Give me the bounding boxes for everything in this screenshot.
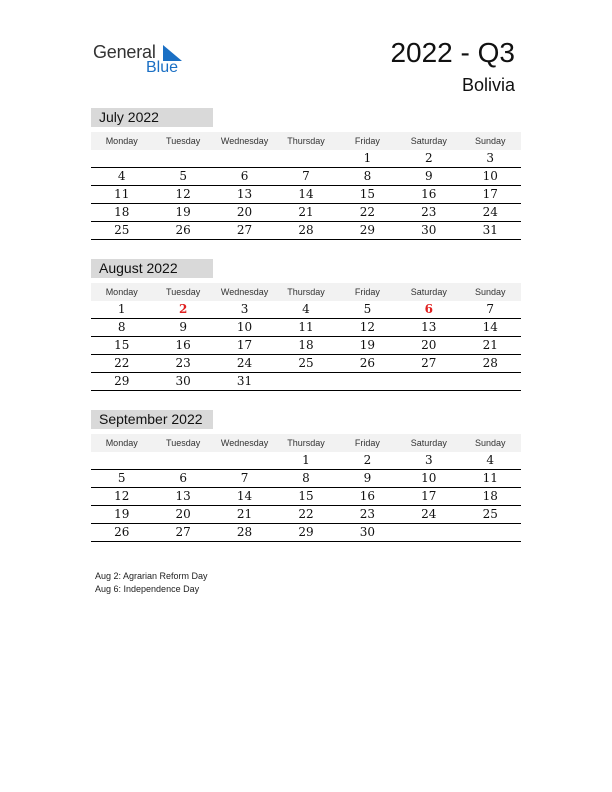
day-cell: 17 <box>421 489 437 503</box>
weekday-label: Monday <box>105 136 138 146</box>
day-cell: 28 <box>482 356 498 370</box>
week-row <box>91 470 521 488</box>
day-cell: 7 <box>486 302 495 316</box>
day-cell: 23 <box>421 205 437 219</box>
day-cell: 24 <box>482 205 498 219</box>
day-cell: 21 <box>298 205 314 219</box>
day-cell: 16 <box>421 187 437 201</box>
week-row <box>91 355 521 373</box>
day-cell: 22 <box>359 205 376 219</box>
day-cell: 27 <box>421 356 437 370</box>
day-cell: 15 <box>298 489 314 503</box>
weekday-header-row <box>91 132 521 150</box>
holiday-note: Aug 2: Agrarian Reform Day <box>95 571 208 581</box>
day-cell: 15 <box>359 187 376 201</box>
weekday-label: Saturday <box>410 287 447 297</box>
day-cell: 8 <box>117 320 126 334</box>
week-row <box>91 301 521 319</box>
week-row <box>91 452 521 470</box>
day-cell: 11 <box>298 320 314 334</box>
empty-day-cell <box>460 524 521 541</box>
day-cell: 6 <box>179 471 187 485</box>
day-cell: 9 <box>179 320 187 334</box>
day-cell: 25 <box>298 356 314 370</box>
day-cell: 1 <box>302 453 310 467</box>
day-cell: 30 <box>175 374 191 388</box>
week-row <box>91 204 521 222</box>
weekday-label: Wednesday <box>220 287 269 297</box>
day-cell: 22 <box>114 356 130 370</box>
day-cell: 1 <box>117 302 126 316</box>
week-row <box>91 524 521 542</box>
empty-day-cell <box>152 452 213 469</box>
week-row <box>91 186 521 204</box>
day-cell: 3 <box>425 453 433 467</box>
holiday-day-cell: 6 <box>424 302 433 316</box>
day-cell: 9 <box>425 169 433 183</box>
empty-day-cell <box>275 373 336 390</box>
day-cell: 2 <box>363 453 372 467</box>
week-row <box>91 373 521 391</box>
day-cell: 4 <box>302 302 310 316</box>
day-cell: 18 <box>114 205 130 219</box>
day-cell: 20 <box>236 205 253 219</box>
empty-day-cell <box>214 452 275 469</box>
day-cell: 26 <box>175 223 191 237</box>
empty-day-cell <box>398 373 459 390</box>
month-title: July 2022 <box>91 108 213 127</box>
day-cell: 19 <box>359 338 376 352</box>
weeks-grid <box>91 301 521 391</box>
day-cell: 31 <box>236 374 253 388</box>
day-cell: 26 <box>114 525 130 539</box>
day-cell: 3 <box>240 302 249 316</box>
weekday-label: Tuesday <box>166 438 201 448</box>
month-calendar-september <box>91 410 521 542</box>
week-row <box>91 337 521 355</box>
day-cell: 4 <box>117 169 126 183</box>
week-row <box>91 488 521 506</box>
day-cell: 27 <box>236 223 253 237</box>
weekday-label: Friday <box>354 438 380 448</box>
empty-day-cell <box>398 524 459 541</box>
day-cell: 14 <box>298 187 314 201</box>
day-cell: 4 <box>486 453 495 467</box>
day-cell: 21 <box>482 338 498 352</box>
weekday-label: Thursday <box>287 287 325 297</box>
day-cell: 30 <box>421 223 437 237</box>
day-cell: 31 <box>482 223 498 237</box>
empty-day-cell <box>152 150 213 167</box>
day-cell: 22 <box>298 507 314 521</box>
weeks-grid <box>91 150 521 240</box>
day-cell: 21 <box>236 507 253 521</box>
weekday-label: Monday <box>105 287 138 297</box>
day-cell: 28 <box>298 223 314 237</box>
day-cell: 16 <box>175 338 191 352</box>
page-title: 2022 - Q3 <box>390 37 515 68</box>
day-cell: 20 <box>175 507 191 521</box>
holiday-day-cell: 2 <box>178 302 188 316</box>
weekday-label: Friday <box>354 287 380 297</box>
empty-day-cell <box>460 373 521 390</box>
weekday-label: Tuesday <box>166 287 201 297</box>
day-cell: 16 <box>359 489 376 503</box>
week-row <box>91 168 521 186</box>
weekday-label: Sunday <box>474 438 506 448</box>
logo-blue-text: Blue <box>146 59 179 76</box>
day-cell: 12 <box>359 320 376 334</box>
day-cell: 18 <box>298 338 314 352</box>
day-cell: 17 <box>236 338 253 352</box>
day-cell: 9 <box>363 471 372 485</box>
day-cell: 20 <box>421 338 437 352</box>
weekday-label: Wednesday <box>220 438 269 448</box>
empty-day-cell <box>91 452 152 469</box>
day-cell: 13 <box>175 489 191 503</box>
holiday-note: Aug 6: Independence Day <box>95 584 200 594</box>
weekday-label: Tuesday <box>166 136 201 146</box>
weekday-label: Monday <box>105 438 138 448</box>
weekday-label: Friday <box>354 136 380 146</box>
day-cell: 5 <box>179 169 187 183</box>
weekday-label: Thursday <box>287 438 325 448</box>
week-row <box>91 150 521 168</box>
weekday-header-row <box>91 434 521 452</box>
generalblue-logo <box>93 41 193 77</box>
day-cell: 7 <box>302 169 310 183</box>
month-calendar-august <box>91 259 521 391</box>
weekday-label: Sunday <box>474 287 506 297</box>
day-cell: 2 <box>425 151 433 165</box>
day-cell: 7 <box>240 471 249 485</box>
empty-day-cell <box>337 373 398 390</box>
day-cell: 8 <box>302 471 310 485</box>
day-cell: 30 <box>359 525 376 539</box>
day-cell: 23 <box>175 356 191 370</box>
day-cell: 6 <box>240 169 249 183</box>
day-cell: 29 <box>359 223 376 237</box>
day-cell: 12 <box>114 489 130 503</box>
day-cell: 10 <box>236 320 253 334</box>
day-cell: 10 <box>482 169 498 183</box>
day-cell: 1 <box>363 151 372 165</box>
weekday-header-row <box>91 283 521 301</box>
day-cell: 11 <box>114 187 130 201</box>
holiday-notes <box>95 570 208 596</box>
day-cell: 26 <box>359 356 376 370</box>
day-cell: 17 <box>482 187 498 201</box>
day-cell: 8 <box>363 169 372 183</box>
weekday-label: Saturday <box>410 136 447 146</box>
weekday-label: Saturday <box>410 438 447 448</box>
day-cell: 11 <box>482 471 498 485</box>
day-cell: 28 <box>236 525 253 539</box>
empty-day-cell <box>91 150 152 167</box>
empty-day-cell <box>275 150 336 167</box>
day-cell: 18 <box>482 489 498 503</box>
day-cell: 24 <box>421 507 437 521</box>
day-cell: 5 <box>363 302 372 316</box>
month-title: August 2022 <box>91 259 213 278</box>
day-cell: 29 <box>298 525 314 539</box>
empty-day-cell <box>214 150 275 167</box>
day-cell: 3 <box>486 151 495 165</box>
day-cell: 14 <box>236 489 253 503</box>
day-cell: 5 <box>117 471 126 485</box>
day-cell: 25 <box>114 223 130 237</box>
day-cell: 27 <box>175 525 191 539</box>
day-cell: 19 <box>114 507 130 521</box>
day-cell: 13 <box>421 320 437 334</box>
week-row <box>91 222 521 240</box>
weekday-label: Thursday <box>287 136 325 146</box>
logo-general-text: General <box>93 42 156 62</box>
day-cell: 19 <box>175 205 191 219</box>
weekday-label: Sunday <box>474 136 506 146</box>
week-row <box>91 319 521 337</box>
day-cell: 14 <box>482 320 498 334</box>
month-title: September 2022 <box>91 410 213 429</box>
day-cell: 23 <box>359 507 376 521</box>
day-cell: 29 <box>114 374 130 388</box>
day-cell: 12 <box>175 187 191 201</box>
weeks-grid <box>91 452 521 542</box>
day-cell: 24 <box>236 356 253 370</box>
country-name: Bolivia <box>461 75 515 95</box>
week-row <box>91 506 521 524</box>
month-calendar-july <box>91 108 521 240</box>
day-cell: 10 <box>421 471 437 485</box>
day-cell: 15 <box>114 338 130 352</box>
day-cell: 13 <box>236 187 253 201</box>
day-cell: 25 <box>482 507 498 521</box>
weekday-label: Wednesday <box>220 136 269 146</box>
